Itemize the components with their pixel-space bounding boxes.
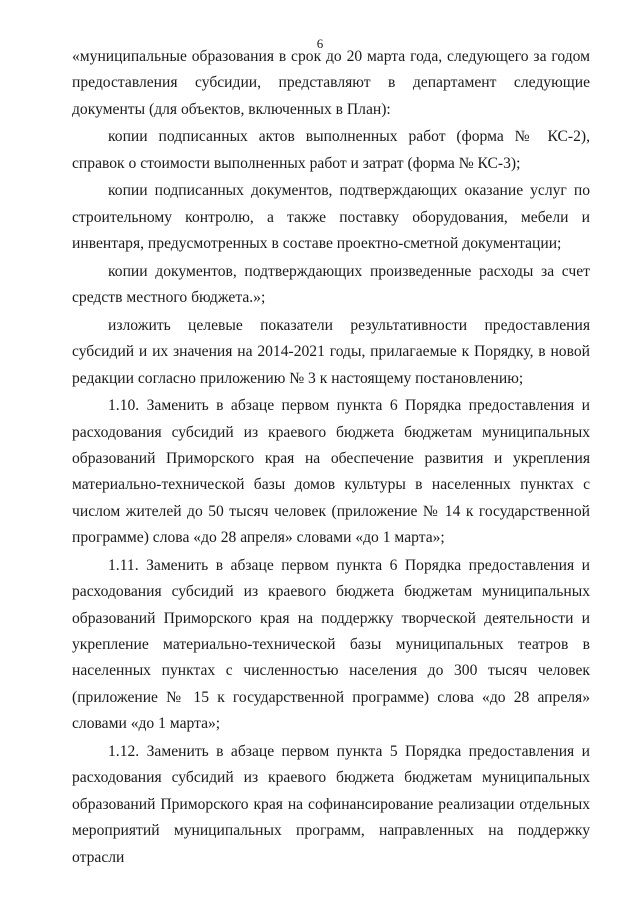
paragraph: 1.12. Заменить в абзаце первом пункта 5 Порядка предоставления и расходования субсидий из краевого бюджета бюджетам муниципальных образований Приморского края на софинансирование реализации отдельных мероприятий муниципальных программ, направленных на поддержку отрасли [72,742,590,866]
page-number: 6 [316,36,324,51]
paragraph: 1.10. Заменить в абзаце первом пункта 6 Порядка предоставления и расходования субсидий из краевого бюджета бюджетам муниципальных образований Приморского края на обеспечение развития и укрепления материально-технической базы домов культуры в населенных пунктах с числом жителей до 50 тысяч человек (приложение № 14 к государственной программе) слова «до 28 апреля» словами «до 1 марта»; [72,397,590,547]
document-body [72,44,590,872]
paragraph: копии документов, подтверждающих произведенные расходы за счет средств местного бюджета.»; [72,262,590,307]
paragraph: копии подписанных актов выполненных работ (форма № КС-2), справок о стоимости выполненных работ и затрат (форма № КС-3); [72,128,590,172]
paragraph: «муниципальные образования в срок до 20 марта года, следующего за годом предоставления субсидии, представляют в департамент следующие документы (для объектов, включенных в План): [72,48,590,118]
paragraph: копии подписанных документов, подтверждающих оказание услуг по строительному контролю, а также поставку оборудования, мебели и инвентаря, предусмотренных в составе проектно-сметной документации; [72,182,590,253]
paragraph: изложить целевые показатели результативности предоставления субсидий и их значения на 2014-2021 годы, прилагаемые к Порядку, в новой редакции согласно приложению № 3 к настоящему постановлению; [72,316,590,387]
paragraph: 1.11. Заменить в абзаце первом пункта 6 Порядка предоставления и расходования субсидий из краевого бюджета бюджетам муниципальных образований Приморского края на поддержку творческой деятельности и укрепление материально-технической базы муниципальных театров в населенных пунктах с численностью населения до 300 тысяч человек (приложение № 15 к государственной программе) слова «до 28 апреля» словами «до 1 марта»; [72,556,590,733]
